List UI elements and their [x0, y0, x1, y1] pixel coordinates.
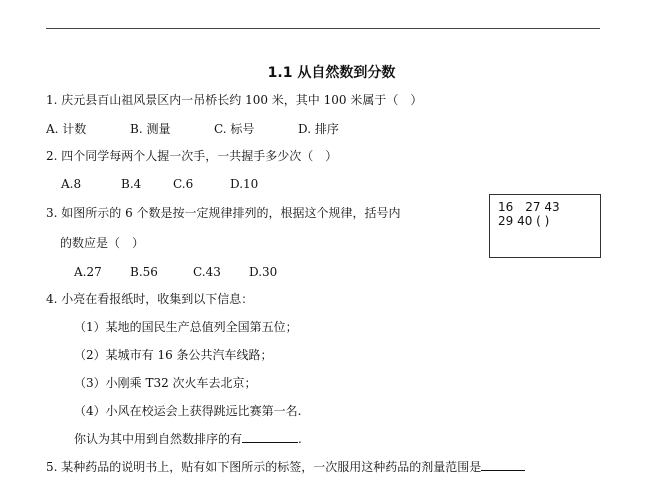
q3-option-d: D.30: [249, 265, 278, 279]
q3-stem-line1: 3. 如图所示的 6 个数是按一定规律排列的，根据这个规律，括号内: [46, 206, 401, 220]
q2-option-b: B.4: [121, 177, 142, 191]
number-pattern-row-2: 29 40 ( ): [498, 214, 550, 228]
q2-option-d: D.10: [230, 177, 259, 191]
q4-stem: 4. 小亮在看报纸时，收集到以下信息：: [46, 292, 254, 306]
q1-option-a: A. 计数: [46, 122, 87, 136]
q4-item-4: （4）小风在校运会上获得跳远比赛第一名.: [74, 404, 302, 418]
q3-option-a: A.27: [74, 265, 102, 279]
q5-answer-blank[interactable]: [481, 458, 525, 471]
q3-stem-line2: 的数应是（ ）: [60, 236, 145, 250]
page-title: 1.1 从自然数到分数: [267, 65, 396, 81]
q4-item-2: （2）某城市有 16 条公共汽车线路；: [74, 348, 273, 362]
q1-options: [46, 121, 339, 137]
q1-option-b: B. 测量: [130, 122, 171, 136]
q5-stem: 5. 某种药品的说明书上，贴有如下图所示的标签，一次服用这种药品的剂量范围是: [46, 460, 482, 474]
q2-options: [61, 176, 258, 192]
q4-answer-blank[interactable]: [242, 430, 298, 443]
q3-options: [74, 264, 277, 280]
q4-question-text: 你认为其中用到自然数排序的有: [74, 432, 243, 446]
q2-option-a: A.8: [61, 177, 82, 191]
q2-option-c: C.6: [173, 177, 194, 191]
q3-option-c: C.43: [193, 265, 221, 279]
q4-question-end: .: [298, 432, 302, 446]
number-pattern-row-1: 16 27 43: [498, 200, 560, 214]
q4-item-1: （1）某地的国民生产总值列全国第五位；: [74, 320, 298, 334]
q4-item-3: （3）小刚乘 T32 次火车去北京；: [74, 376, 257, 390]
q1-option-c: C. 标号: [214, 122, 255, 136]
q1-stem: 1. 庆元县百山祖风景区内一吊桥长约 100 米，其中 100 米属于（ ）: [46, 93, 423, 107]
number-pattern-box: [489, 194, 601, 258]
q2-stem: 2. 四个同学每两个人握一次手，一共握手多少次（ ）: [46, 149, 338, 163]
q5-line: [46, 458, 525, 475]
header-rule: [46, 28, 600, 29]
q3-option-b: B.56: [130, 265, 158, 279]
q1-option-d: D. 排序: [298, 122, 339, 136]
q4-question: [74, 430, 302, 447]
